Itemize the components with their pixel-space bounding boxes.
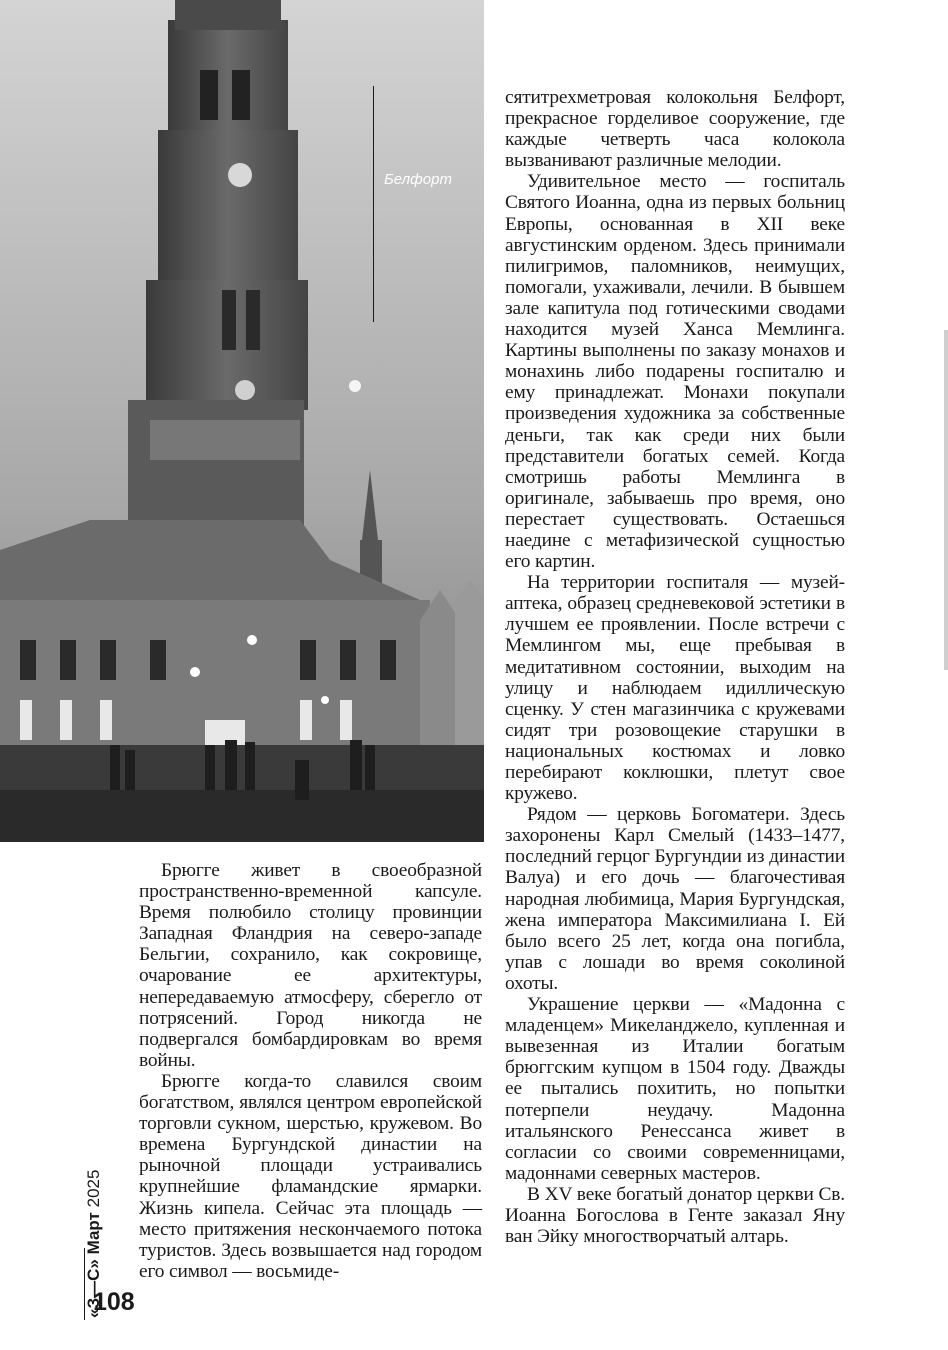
paragraph: На территории госпиталя — музей-аптека, образец средневековой эстетики в лучшем ее проявлении. После встречи с Мемлингом мы, еще пребывая в медитативном состоянии, выходим на улицу и наблюдаем идиллическую сценку. У стен магазинчика с кружевами сидят три розовощекие старушки в национальных костюмах и ловко перебирают коклюшки, плетут свое кружево.	[505, 572, 845, 805]
edge-mark	[944, 330, 948, 670]
page-number: 108	[93, 1288, 135, 1316]
running-footer	[84, 1169, 103, 1319]
paragraph: В XV веке богатый донатор церкви Св. Иоанна Богослова в Генте заказал Яну ван Эйку многостворчатый алтарь.	[505, 1183, 845, 1248]
belfort-photo	[0, 0, 484, 842]
belfort-illustration	[0, 0, 484, 842]
paragraph: Брюгге когда-то славился своим богатством, являлся центром европейской торговли сукном, шерстью, кружевом. Во времена Бургундской династии на рыночной площади устраивались крупнейшие фламандские ярмарки. Жизнь кипела. Сейчас эта площадь — место притяжения нескончаемого потока туристов. Здесь возвышается над городом его символ — восьмиде-	[139, 1070, 482, 1282]
right-text-column	[505, 87, 845, 1247]
paragraph: Украшение церкви — «Мадонна с младенцем» Микеланджело, купленная и вывезенная из Италии богатым брюггским купцом в 1504 году. Дважды ее пытались похитить, но попытки потерпели неудачу. Мадонна итальянского Ренессанса живет в согласии со своими современницами, мадоннами северных мастеров.	[505, 994, 845, 1184]
paragraph: сятитрехметровая колокольня Белфорт, прекрасное горделивое сооружение, где каждые четверть часа колокола вызванивают различные мелодии.	[505, 87, 845, 172]
paragraph: Удивительное место — госпиталь Святого Иоанна, одна из первых больниц Европы, основанная в XII веке августинским орденом. Здесь принимали пилигримов, паломников, неимущих, помогали, ухаживали, лечили. В бывшем зале капитула под готическими сводами находится музей Ханса Мемлинга. Картины выполнены по заказу монахов и монахинь либо подарены госпиталю и ему принадлежат. Монахи покупали произведения художника за собственные деньги, так как среди них были представители богатых семей. Когда смотришь работы Мемлинга в оригинале, забываешь про время, оно перестает существовать. Остаешься наедине с метафизической сущностью его картин.	[505, 171, 845, 573]
issue-year: 2025	[84, 1169, 103, 1208]
caption-leader-line	[373, 86, 374, 322]
photo-caption: Белфорт	[384, 171, 452, 188]
left-text-column	[139, 860, 482, 1282]
paragraph: Рядом — церковь Богоматери. Здесь захоронены Карл Смелый (1433–1477, последний герцог Бургундии из династии Валуа) и его дочь — благочестивая народная любимица, Мария Бургундская, жена императора Максимилиана I. Ей было всего 25 лет, когда она погибла, упав с лошади во время соколиной охоты.	[505, 804, 845, 994]
issue-month: Март	[84, 1212, 103, 1255]
magazine-name: «З—С»	[84, 1259, 103, 1318]
paragraph: Брюгге живет в своеобразной пространственно-временной капсуле. Время полюбило столицу провинции Западная Фландрия на северо-западе Бельгии, сохранило, как сокровище, очарование ее архитектуры, непередаваемую атмосферу, сберегло от потрясений. Город никогда не подвергался бомбардировкам во время войны.	[139, 860, 482, 1071]
